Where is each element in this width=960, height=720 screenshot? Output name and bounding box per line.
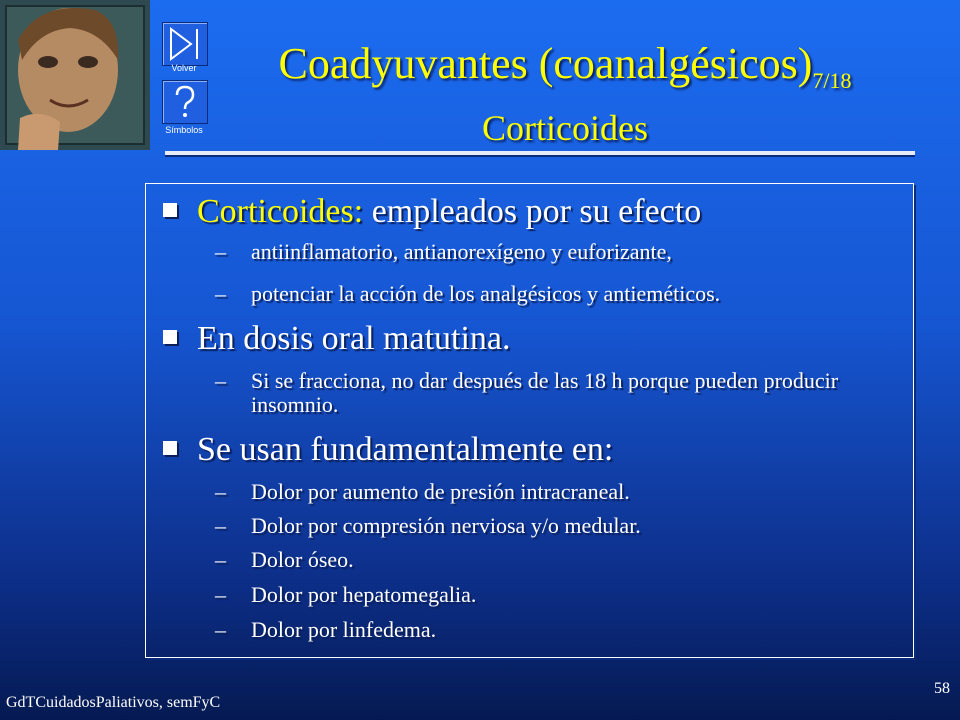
slide-title <box>230 40 900 149</box>
bullet-3 <box>163 432 613 468</box>
sub-bullet-text: antiinflamatorio, antianorexígeno y euforizante, <box>251 239 672 264</box>
title-divider <box>165 151 915 155</box>
sub-bullet-text: Dolor por aumento de presión intracraneal. <box>251 479 630 504</box>
title-suffix: 7/18 <box>812 67 852 93</box>
sub-bullet-3-1: – Dolor por aumento de presión intracraneal. <box>223 480 883 504</box>
bullet-2 <box>163 321 511 357</box>
symbols-button[interactable] <box>162 80 208 124</box>
title-text: Coadyuvantes (coanalgésicos) <box>278 39 813 88</box>
back-button[interactable] <box>162 22 208 66</box>
symbols-label: Símbolos <box>165 125 203 135</box>
page-number: 58 <box>934 680 950 697</box>
sub-bullet-3-2: – Dolor por compresión nerviosa y/o medular. <box>223 514 883 538</box>
sub-bullet-1-1: – antiinflamatorio, antianorexígeno y euforizante, <box>223 240 883 264</box>
footer-credit: GdTCuidadosPaliativos, semFyC <box>6 694 221 711</box>
play-back-icon <box>163 23 207 65</box>
sub-bullet-text: Dolor por compresión nerviosa y/o medular. <box>251 513 641 538</box>
sub-bullet-2-1: – Si se fracciona, no dar después de las 18 h porque pueden producir insomnio. <box>223 369 883 417</box>
portrait-logo <box>0 0 150 150</box>
sub-bullet-text: Dolor por linfedema. <box>251 617 437 642</box>
sub-bullet-3-5: – Dolor por linfedema. <box>223 618 883 642</box>
square-bullet-icon <box>163 441 177 455</box>
sub-bullet-text: Dolor óseo. <box>251 547 354 572</box>
sub-bullet-text: potenciar la acción de los analgésicos y antieméticos. <box>251 281 721 306</box>
bullet-1-lead: Corticoides: <box>197 193 364 230</box>
square-bullet-icon <box>163 330 177 344</box>
sub-bullet-3-4: – Dolor por hepatomegalia. <box>223 583 883 607</box>
sub-bullet-text: Dolor por hepatomegalia. <box>251 582 477 607</box>
sub-bullet-1-2: – potenciar la acción de los analgésicos y antieméticos. <box>223 282 883 306</box>
square-bullet-icon <box>163 203 177 217</box>
slide-subtitle: Corticoides <box>482 107 648 148</box>
bullet-3-text: Se usan fundamentalmente en: <box>197 431 614 468</box>
sub-bullet-3-3: – Dolor óseo. <box>223 548 883 572</box>
question-mark-icon <box>163 81 207 123</box>
bullet-1 <box>163 194 701 230</box>
bullet-1-text: empleados por su efecto <box>363 193 702 230</box>
bullet-2-text: En dosis oral matutina. <box>197 320 511 357</box>
content-box <box>145 183 914 658</box>
title-line <box>230 40 900 105</box>
back-label: Volver <box>171 63 197 73</box>
sub-bullet-text: Si se fracciona, no dar después de las 18 h porque pueden producir insomnio. <box>251 368 839 417</box>
